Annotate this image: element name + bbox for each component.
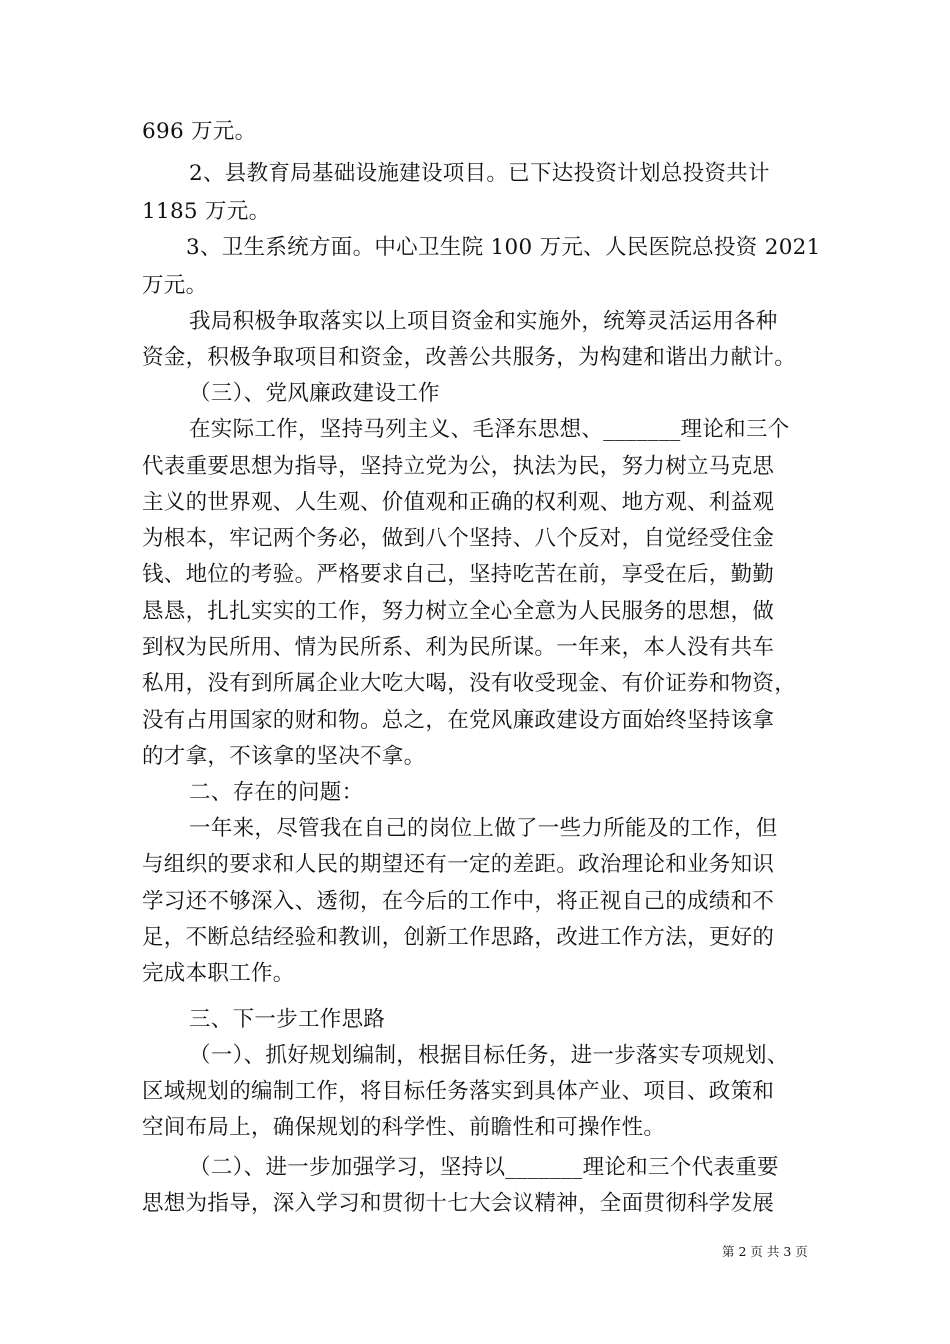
text-line: 主义的世界观、人生观、价值观和正确的权利观、地方观、利益观 bbox=[142, 490, 775, 515]
section-heading: （三）、党风廉政建设工作 bbox=[189, 381, 440, 406]
text-line: 696 万元。 bbox=[142, 119, 257, 144]
text-line: 完成本职工作。 bbox=[142, 961, 295, 986]
text-line: 到权为民所用、情为民所系、利为民所谋。一年来，本人没有共车 bbox=[142, 635, 775, 660]
text-line: 恳恳，扎扎实实的工作，努力树立全心全意为人民服务的思想，做 bbox=[142, 599, 775, 624]
text-line: 学习还不够深入、透彻，在今后的工作中，将正视自己的成绩和不 bbox=[142, 889, 775, 914]
text-line: 私用，没有到所属企业大吃大喝，没有收受现金、有价证券和物资， bbox=[142, 671, 797, 696]
text-line: 空间布局上，确保规划的科学性、前瞻性和可操作性。 bbox=[142, 1115, 666, 1140]
text-line: 2、县教育局基础设施建设项目。已下达投资计划总投资共计 bbox=[189, 161, 770, 186]
section-heading: 二、存在的问题： bbox=[189, 780, 364, 805]
text-line: 在实际工作，坚持马列主义、毛泽东思想、_______理论和三个 bbox=[189, 417, 790, 442]
text-line: 为根本，牢记两个务必，做到八个坚持、八个反对，自觉经受住金 bbox=[142, 526, 775, 551]
text-line: 足，不断总结经验和教训，创新工作思路，改进工作方法，更好的 bbox=[142, 925, 775, 950]
text-line: 1185 万元。 bbox=[142, 199, 271, 224]
text-line: （一）、抓好规划编制，根据目标任务，进一步落实专项规划、 bbox=[189, 1043, 789, 1068]
text-line: 资金，积极争取项目和资金，改善公共服务，为构建和谐出力献计。 bbox=[142, 345, 797, 370]
section-heading: 三、下一步工作思路 bbox=[189, 1007, 386, 1032]
text-line: 3、卫生系统方面。中心卫生院 100 万元、人民医院总投资 2021 bbox=[186, 235, 821, 260]
text-line: 万元。 bbox=[142, 273, 208, 298]
text-line: 代表重要思想为指导，坚持立党为公，执法为民，努力树立马克思 bbox=[142, 454, 775, 479]
text-line: 思想为指导，深入学习和贯彻十七大会议精神，全面贯彻科学发展 bbox=[142, 1191, 775, 1216]
text-line: （二）、进一步加强学习，坚持以_______理论和三个代表重要 bbox=[189, 1155, 779, 1180]
text-line: 钱、地位的考验。严格要求自己，坚持吃苦在前，享受在后，勤勤 bbox=[142, 562, 775, 587]
text-line: 的才拿，不该拿的坚决不拿。 bbox=[142, 744, 426, 769]
text-line: 我局积极争取落实以上项目资金和实施外，统筹灵活运用各种 bbox=[189, 309, 778, 334]
text-line: 与组织的要求和人民的期望还有一定的差距。政治理论和业务知识 bbox=[142, 852, 775, 877]
text-line: 一年来，尽管我在自己的岗位上做了一些力所能及的工作，但 bbox=[189, 816, 778, 841]
page-number: 第 2 页 共 3 页 bbox=[722, 1244, 808, 1259]
text-line: 区域规划的编制工作，将目标任务落实到具体产业、项目、政策和 bbox=[142, 1079, 775, 1104]
text-line: 没有占用国家的财和物。总之，在党风廉政建设方面始终坚持该拿 bbox=[142, 708, 775, 733]
